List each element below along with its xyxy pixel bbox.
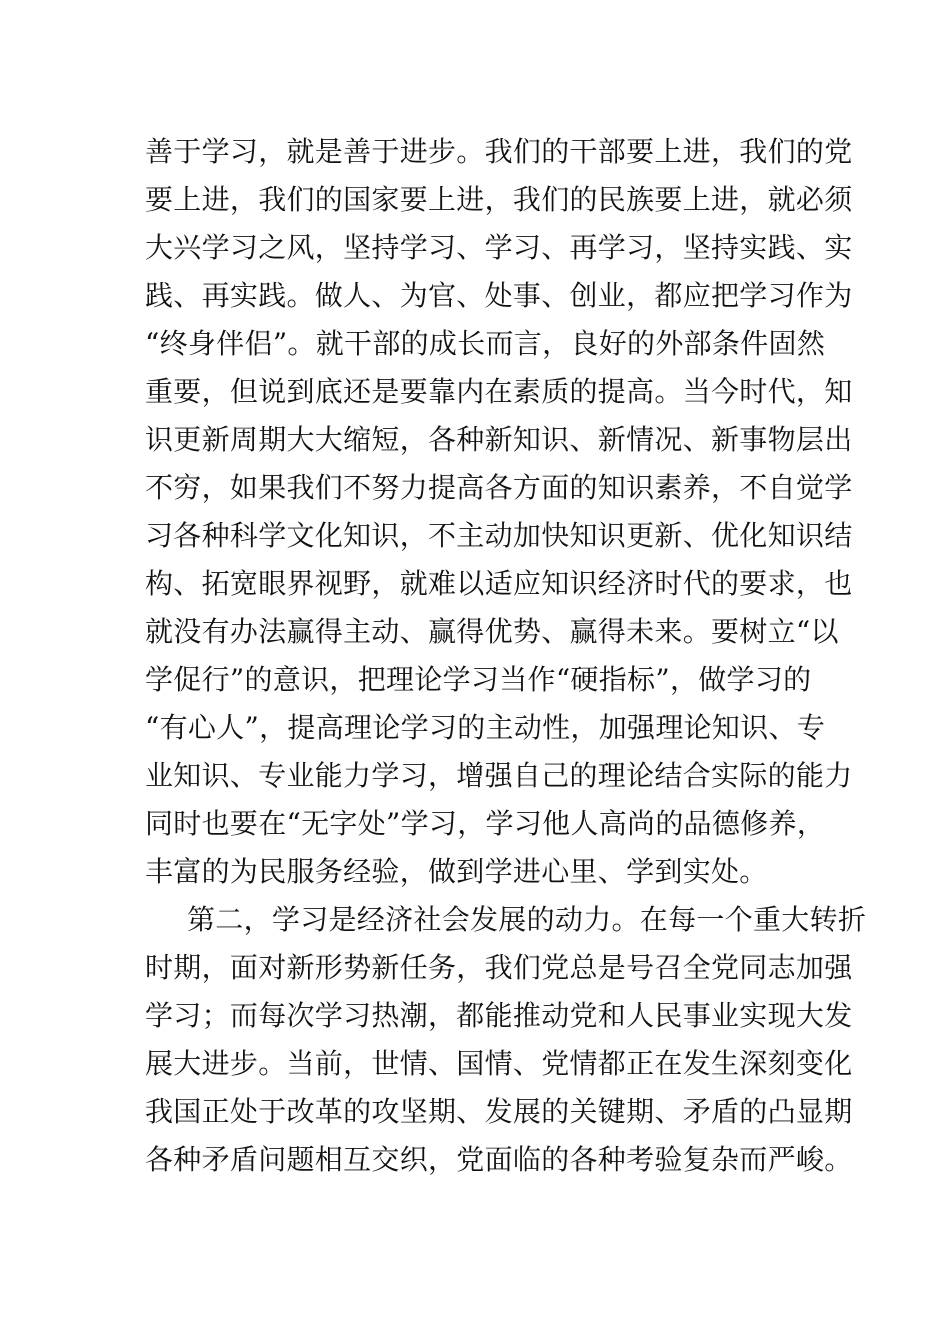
text-line: 时期，面对新形势新任务，我们党总是号召全党同志加强 (145, 951, 853, 984)
text-line: 丰富的为民服务经验，做到学进心里、学到实处。 (145, 855, 768, 888)
text-line: 构、拓宽眼界视野，就难以适应知识经济时代的要求，也 (145, 567, 853, 600)
paragraph-2 (145, 896, 867, 1184)
text-line: 要上进，我们的国家要上进，我们的民族要上进，就必须 (145, 183, 853, 216)
document-body (145, 128, 867, 1184)
text-line: 不穷，如果我们不努力提高各方面的知识素养，不自觉学 (145, 471, 853, 504)
text-line: 就没有办法赢得主动、赢得优势、赢得未来。要树立“以 (145, 615, 839, 648)
paragraph-1 (145, 128, 853, 896)
text-line: 我国正处于改革的攻坚期、发展的关键期、矛盾的凸显期 (145, 1095, 853, 1128)
text-line: 各种矛盾问题相互交织，党面临的各种考验复杂而严峻。 (145, 1143, 853, 1176)
text-line-first-indented: 第二，学习是经济社会发展的动力。在每一个重大转折 (187, 903, 867, 936)
text-line: 大兴学习之风，坚持学习、学习、再学习，坚持实践、实 (145, 231, 853, 264)
text-line: “终身伴侣”。就干部的成长而言，良好的外部条件固然 (145, 327, 826, 360)
text-line: 业知识、专业能力学习，增强自己的理论结合实际的能力 (145, 759, 853, 792)
text-line: “有心人”，提高理论学习的主动性，加强理论知识、专 (145, 711, 826, 744)
text-line: 识更新周期大大缩短，各种新知识、新情况、新事物层出 (145, 423, 853, 456)
text-line: 习各种科学文化知识，不主动加快知识更新、优化知识结 (145, 519, 853, 552)
text-line: 同时也要在“无字处”学习，学习他人高尚的品德修养， (145, 807, 826, 840)
text-line: 重要，但说到底还是要靠内在素质的提高。当今时代，知 (145, 375, 853, 408)
text-line: 展大进步。当前，世情、国情、党情都正在发生深刻变化 (145, 1047, 853, 1080)
text-line: 善于学习，就是善于进步。我们的干部要上进，我们的党 (145, 135, 853, 168)
text-line: 学习；而每次学习热潮，都能推动党和人民事业实现大发 (145, 999, 853, 1032)
text-line: 践、再实践。做人、为官、处事、创业，都应把学习作为 (145, 279, 853, 312)
text-line: 学促行”的意识，把理论学习当作“硬指标”，做学习的 (145, 663, 812, 696)
